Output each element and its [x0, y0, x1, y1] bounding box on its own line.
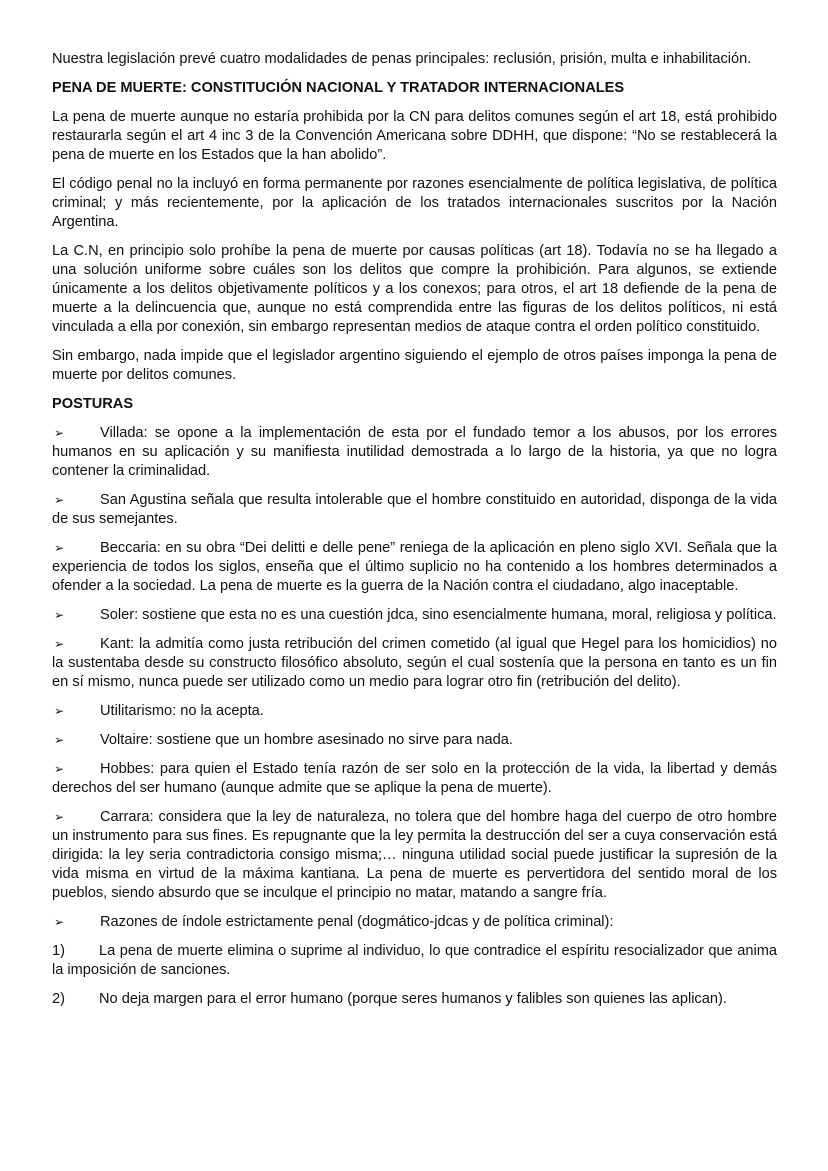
intro-paragraph: Nuestra legislación prevé cuatro modalidades de penas principales: reclusión, prisión, multa e inhabilitación.: [52, 51, 752, 67]
item-number: 1): [52, 943, 65, 959]
section-heading-posturas: POSTURAS: [52, 396, 134, 412]
arrow-bullet-icon: ➢: [54, 426, 65, 440]
paragraph-cn-political-causes: La C.N, en principio solo prohíbe la pena de muerte por causas políticas (art 18). Todavía no se ha llegado a una solución uniforme sobre cuáles son los delitos que compre la prohibición. Para algunos, se extiende únicamente a los delitos objetivamente políticos y a los conexos; para otros, el art 18 defiende de la pena de muerte a la delincuencia que, aunque no está comprendida entre las figuras de los delitos políticos, ni está vinculada a ella por conexión, sin embargo representan medios de ataque contra el orden político constituido.: [52, 243, 777, 335]
posture-item-carrara: [52, 808, 777, 903]
arrow-bullet-icon: ➢: [54, 493, 65, 507]
arrow-bullet-icon: ➢: [54, 541, 65, 555]
posture-item-beccaria: [52, 539, 777, 596]
posture-text: Beccaria: en su obra “Dei delitti e delle pene” reniega de la aplicación en pleno siglo XVI. Señala que la experiencia de todos los siglos, enseña que el último suplicio no ha contenido a los hombres determinados a ofender a la sociedad. La pena de muerte es la guerra de la Nación contra el ciudadano, algo inaceptable.: [52, 540, 777, 594]
paragraph-legislator: Sin embargo, nada impide que el legislador argentino siguiendo el ejemplo de otros países imponga la pena de muerte por delitos comunes.: [52, 348, 777, 383]
posture-item-kant: [52, 635, 777, 692]
posture-item-razones-penales: [52, 913, 777, 932]
posture-item-soler: [52, 606, 777, 625]
numbered-item-1: [52, 942, 777, 980]
paragraph-cn-convention: La pena de muerte aunque no estaría prohibida por la CN para delitos comunes según el art 18, está prohibido restaurarla según el art 4 inc 3 de la Convención Americana sobre DDHH, que dispone: “No se restablecerá la pena de muerte en los Estados que la han abolido”.: [52, 109, 777, 163]
posture-item-voltaire: [52, 731, 777, 750]
posture-text: Villada: se opone a la implementación de esta por el fundado temor a los abusos, por los errores humanos en su aplicación y su manifiesta inutilidad demostrada a lo largo de la historia, ya que no logra contener la criminalidad.: [52, 425, 777, 479]
arrow-bullet-icon: ➢: [54, 762, 65, 776]
item-number: 2): [52, 991, 65, 1007]
posture-text: Hobbes: para quien el Estado tenía razón de ser solo en la protección de la vida, la libertad y demás derechos del ser humano (aunque admite que se aplique la pena de muerte).: [52, 761, 777, 796]
posture-text: San Agustina señala que resulta intolerable que el hombre constituido en autoridad, disponga de la vida de sus semejantes.: [52, 492, 777, 527]
posture-text: Kant: la admitía como justa retribución del crimen cometido (al igual que Hegel para los homicidios) no la sustentaba desde su constructo filosófico absoluto, según el cual sostenía que la persona en tanto es un fin en sí mismo, nunca puede ser utilizado como un medio para lograr otro fin (retribución del delito).: [52, 636, 777, 690]
arrow-bullet-icon: ➢: [54, 915, 65, 929]
section-heading-death-penalty: PENA DE MUERTE: CONSTITUCIÓN NACIONAL Y TRATADOR INTERNACIONALES: [52, 80, 625, 96]
arrow-bullet-icon: ➢: [54, 608, 65, 622]
posture-item-villada: [52, 424, 777, 481]
numbered-item-2: [52, 990, 777, 1009]
posture-text: Soler: sostiene que esta no es una cuestión jdca, sino esencialmente humana, moral, religiosa y política.: [100, 607, 777, 623]
arrow-bullet-icon: ➢: [54, 637, 65, 651]
posture-text: Utilitarismo: no la acepta.: [100, 703, 264, 719]
posture-text: Voltaire: sostiene que un hombre asesinado no sirve para nada.: [100, 732, 513, 748]
posture-item-hobbes: [52, 760, 777, 798]
posture-text: Carrara: considera que la ley de naturaleza, no tolera que del hombre haga del cuerpo de otro hombre un instrumento para sus fines. Es repugnante que la ley permita la destrucción del ser a cuya conservación está dirigida: la ley seria contradictoria consigo misma;… ninguna utilidad social puede justificar la supresión de la vida misma en virtud de la máxima kantiana. La pena de muerte es pervertidora del sentido moral de los pueblos, siendo absurdo que se inculque el principio no matar, matando a sangre fría.: [52, 809, 777, 901]
arrow-bullet-icon: ➢: [54, 733, 65, 747]
numbered-text: No deja margen para el error humano (porque seres humanos y falibles son quienes las aplican).: [99, 991, 727, 1007]
posture-item-san-agustina: [52, 491, 777, 529]
posture-text: Razones de índole estrictamente penal (dogmático-jdcas y de política criminal):: [100, 914, 614, 930]
posture-item-utilitarismo: [52, 702, 777, 721]
arrow-bullet-icon: ➢: [54, 810, 65, 824]
arrow-bullet-icon: ➢: [54, 704, 65, 718]
numbered-text: La pena de muerte elimina o suprime al individuo, lo que contradice el espíritu resocializador que anima la imposición de sanciones.: [52, 943, 777, 978]
paragraph-codigo-penal: El código penal no la incluyó en forma permanente por razones esencialmente de política legislativa, de política criminal; y más recientemente, por la aplicación de los tratados internacionales suscritos por la Nación Argentina.: [52, 176, 777, 230]
